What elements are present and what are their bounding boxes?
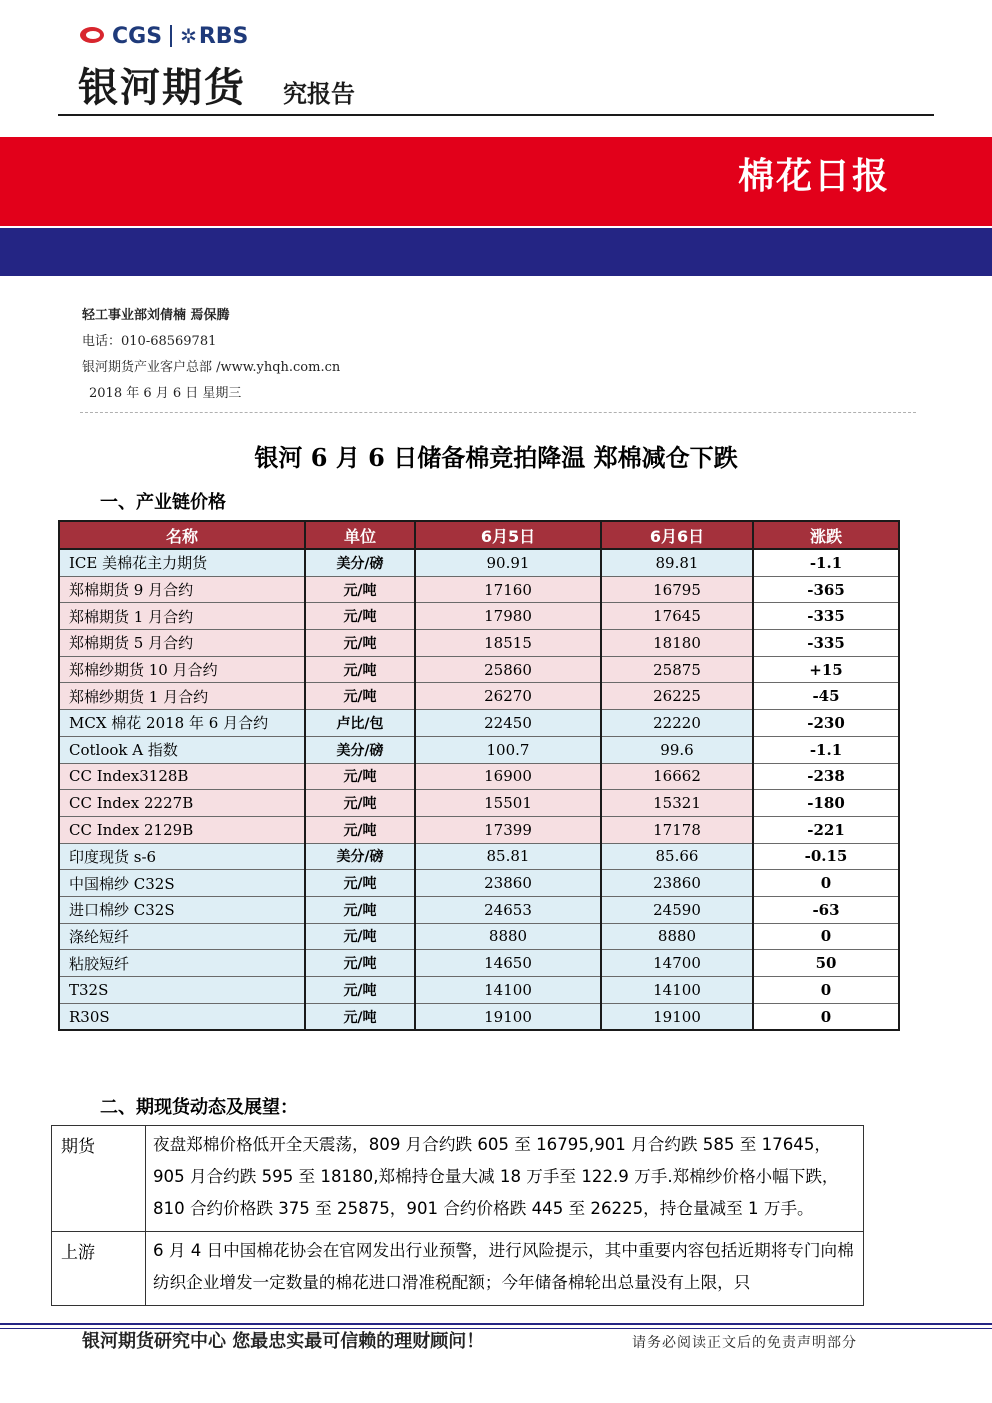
cell-name: 郑棉期货 5 月合约 xyxy=(59,630,305,657)
cell-date2: 16662 xyxy=(601,763,753,790)
table-row xyxy=(59,710,899,737)
cell-change: +15 xyxy=(753,656,899,683)
cell-date2: 17178 xyxy=(601,816,753,843)
cell-date2: 19100 xyxy=(601,1003,753,1030)
header-rule xyxy=(58,114,934,116)
section-title-prices: 一、产业链价格 xyxy=(100,492,226,513)
commentary-table xyxy=(51,1125,864,1306)
cell-date2: 14700 xyxy=(601,950,753,977)
cell-date2: 15321 xyxy=(601,790,753,817)
cell-name: ICE 美棉花主力期货 xyxy=(59,549,305,576)
commentary-row xyxy=(52,1232,864,1306)
cell-date1: 19100 xyxy=(415,1003,601,1030)
cell-unit: 元/吨 xyxy=(305,816,415,843)
cell-date2: 14100 xyxy=(601,977,753,1004)
cell-date1: 26270 xyxy=(415,683,601,710)
table-row xyxy=(59,656,899,683)
cell-date1: 16900 xyxy=(415,763,601,790)
phone-line: 电话：010-68569781 xyxy=(82,334,217,349)
cell-change: 0 xyxy=(753,977,899,1004)
cell-date1: 18515 xyxy=(415,630,601,657)
cell-name: Cotlook A 指数 xyxy=(59,736,305,763)
header-date2: 6月6日 xyxy=(601,521,753,549)
table-row xyxy=(59,950,899,977)
cell-unit: 元/吨 xyxy=(305,763,415,790)
table-row xyxy=(59,630,899,657)
table-row xyxy=(59,923,899,950)
logo xyxy=(78,22,248,50)
cell-date2: 23860 xyxy=(601,870,753,897)
cell-change: 50 xyxy=(753,950,899,977)
commentary-label: 上游 xyxy=(52,1232,146,1306)
cell-name: R30S xyxy=(59,1003,305,1030)
cell-change: 0 xyxy=(753,923,899,950)
cell-unit: 元/吨 xyxy=(305,790,415,817)
table-row xyxy=(59,736,899,763)
cell-unit: 元/吨 xyxy=(305,977,415,1004)
cell-name: 进口棉纱 C32S xyxy=(59,896,305,923)
cell-unit: 美分/磅 xyxy=(305,549,415,576)
cell-unit: 元/吨 xyxy=(305,1003,415,1030)
table-row xyxy=(59,683,899,710)
cell-date1: 17399 xyxy=(415,816,601,843)
cell-unit: 元/吨 xyxy=(305,630,415,657)
table-row xyxy=(59,977,899,1004)
cell-change: -365 xyxy=(753,576,899,603)
logo-cgs-text: CGS xyxy=(112,23,163,49)
cell-name: CC Index 2227B xyxy=(59,790,305,817)
cell-name: 涤纶短纤 xyxy=(59,923,305,950)
cell-date2: 16795 xyxy=(601,576,753,603)
report-title: 棉花日报 xyxy=(737,156,890,197)
logo-rbs-text: RBS xyxy=(198,23,249,49)
headline: 银河 6 月 6 日储备棉竞拍降温 郑棉减仓下跌 xyxy=(254,443,738,472)
cell-date2: 99.6 xyxy=(601,736,753,763)
table-row xyxy=(59,870,899,897)
cell-unit: 美分/磅 xyxy=(305,843,415,870)
cell-change: -335 xyxy=(753,603,899,630)
cell-name: 郑棉期货 1 月合约 xyxy=(59,603,305,630)
cell-change: -1.1 xyxy=(753,736,899,763)
cgs-swirl-icon xyxy=(78,25,108,47)
table-row xyxy=(59,843,899,870)
cell-date2: 8880 xyxy=(601,923,753,950)
cell-date1: 22450 xyxy=(415,710,601,737)
cell-date2: 18180 xyxy=(601,630,753,657)
cell-unit: 元/吨 xyxy=(305,683,415,710)
cell-date1: 8880 xyxy=(415,923,601,950)
footer-slogan: 银河期货研究中心 您最忠实最可信赖的理财顾问！ xyxy=(82,1331,485,1352)
cell-date1: 14650 xyxy=(415,950,601,977)
cell-change: -1.1 xyxy=(753,549,899,576)
cell-change: -0.15 xyxy=(753,843,899,870)
cell-date1: 14100 xyxy=(415,977,601,1004)
commentary-label: 期货 xyxy=(52,1126,146,1232)
cell-date1: 85.81 xyxy=(415,843,601,870)
date-line: 2018 年 6 月 6 日 星期三 xyxy=(89,386,242,401)
cell-date1: 15501 xyxy=(415,790,601,817)
cell-date2: 25875 xyxy=(601,656,753,683)
cell-change: -238 xyxy=(753,763,899,790)
cell-date1: 24653 xyxy=(415,896,601,923)
cell-change: -230 xyxy=(753,710,899,737)
table-row xyxy=(59,1003,899,1030)
cell-date1: 90.91 xyxy=(415,549,601,576)
cell-unit: 元/吨 xyxy=(305,870,415,897)
rbs-mark-icon: ✲ xyxy=(180,24,197,48)
cell-date2: 85.66 xyxy=(601,843,753,870)
header-date1: 6月5日 xyxy=(415,521,601,549)
table-row xyxy=(59,603,899,630)
cell-change: 0 xyxy=(753,1003,899,1030)
author-line: 轻工事业部刘倩楠 焉保腾 xyxy=(82,308,230,323)
cell-name: CC Index3128B xyxy=(59,763,305,790)
logo-divider xyxy=(170,25,172,47)
cell-unit: 卢比/包 xyxy=(305,710,415,737)
table-row xyxy=(59,896,899,923)
cell-unit: 美分/磅 xyxy=(305,736,415,763)
cell-date2: 22220 xyxy=(601,710,753,737)
table-row xyxy=(59,790,899,817)
cell-name: 郑棉纱期货 1 月合约 xyxy=(59,683,305,710)
table-row xyxy=(59,576,899,603)
cell-change: -335 xyxy=(753,630,899,657)
cell-change: 0 xyxy=(753,870,899,897)
report-type: 究报告 xyxy=(283,80,355,108)
cell-unit: 元/吨 xyxy=(305,896,415,923)
cell-date1: 17160 xyxy=(415,576,601,603)
table-row xyxy=(59,549,899,576)
cell-date1: 17980 xyxy=(415,603,601,630)
cell-unit: 元/吨 xyxy=(305,603,415,630)
cell-name: 粘胶短纤 xyxy=(59,950,305,977)
table-row xyxy=(59,816,899,843)
company-name: 银河期货 xyxy=(78,65,246,111)
table-row xyxy=(59,763,899,790)
website-line: 银河期货产业客户总部 /www.yhqh.com.cn xyxy=(82,360,341,375)
cell-change: -45 xyxy=(753,683,899,710)
price-table-header xyxy=(59,521,899,549)
commentary-text: 夜盘郑棉价格低开全天震荡，809 月合约跌 605 至 16795,901 月合约跌 585 至 17645，905 月合约跌 595 至 18180,郑棉持仓量大减 18 万手至 122.9 万手.郑棉纱价格小幅下跌，810 合约价格跌 375 至 25875，901 合约价格跌 445 至 26225，持仓量减至 1 万手。 xyxy=(146,1126,864,1232)
cell-change: -63 xyxy=(753,896,899,923)
cell-date1: 23860 xyxy=(415,870,601,897)
cell-change: -221 xyxy=(753,816,899,843)
cell-date2: 89.81 xyxy=(601,549,753,576)
cell-name: MCX 棉花 2018 年 6 月合约 xyxy=(59,710,305,737)
header-name: 名称 xyxy=(59,521,305,549)
cell-name: 中国棉纱 C32S xyxy=(59,870,305,897)
cell-date1: 25860 xyxy=(415,656,601,683)
commentary-text: 6 月 4 日中国棉花协会在官网发出行业预警，进行风险提示，其中重要内容包括近期将专门向棉纺织企业增发一定数量的棉花进口滑准税配额；今年储备棉轮出总量没有上限，只 xyxy=(146,1232,864,1306)
cell-name: 印度现货 s-6 xyxy=(59,843,305,870)
cell-date2: 24590 xyxy=(601,896,753,923)
header-unit: 单位 xyxy=(305,521,415,549)
cell-name: 郑棉期货 9 月合约 xyxy=(59,576,305,603)
cell-unit: 元/吨 xyxy=(305,576,415,603)
section-title-outlook: 二、期现货动态及展望： xyxy=(100,1097,298,1118)
cell-name: T32S xyxy=(59,977,305,1004)
price-table-body xyxy=(59,549,899,1030)
cell-change: -180 xyxy=(753,790,899,817)
footer-disclaimer: 请务必阅读正文后的免责声明部分 xyxy=(632,1335,857,1351)
price-table xyxy=(58,520,900,1031)
cell-name: CC Index 2129B xyxy=(59,816,305,843)
footer-rule xyxy=(0,1323,992,1325)
cell-date2: 17645 xyxy=(601,603,753,630)
cell-unit: 元/吨 xyxy=(305,950,415,977)
blue-banner xyxy=(0,228,992,276)
header-change: 涨跌 xyxy=(753,521,899,549)
cell-unit: 元/吨 xyxy=(305,656,415,683)
dashed-divider xyxy=(80,412,916,413)
cell-date1: 100.7 xyxy=(415,736,601,763)
commentary-row xyxy=(52,1126,864,1232)
cell-name: 郑棉纱期货 10 月合约 xyxy=(59,656,305,683)
cell-date2: 26225 xyxy=(601,683,753,710)
cell-unit: 元/吨 xyxy=(305,923,415,950)
